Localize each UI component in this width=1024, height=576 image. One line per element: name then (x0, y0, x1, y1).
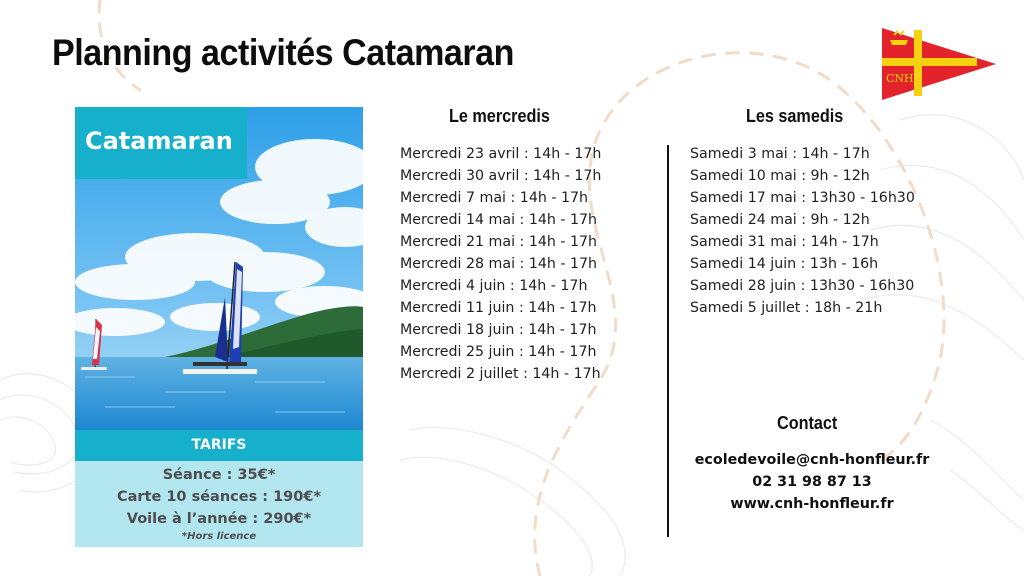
list-item: Samedi 10 mai : 9h - 12h (690, 168, 870, 184)
contact-block (690, 449, 934, 515)
saturdays-title: Les samedis (746, 106, 844, 126)
tarifs-box (75, 461, 363, 547)
list-item: Samedi 3 mai : 14h - 17h (690, 146, 870, 162)
contact-phone[interactable]: 02 31 98 87 13 (752, 474, 872, 490)
list-item: Samedi 17 mai : 13h30 - 16h30 (690, 190, 915, 206)
saturdays-list (690, 143, 915, 319)
list-item: Mercredi 18 juin : 14h - 17h (400, 322, 597, 338)
contact-title: Contact (777, 413, 838, 433)
catamaran-card (75, 107, 363, 547)
list-item: Mercredi 25 juin : 14h - 17h (400, 344, 597, 360)
wednesdays-title: Le mercredis (449, 106, 550, 126)
list-item: Mercredi 28 mai : 14h - 17h (400, 256, 598, 272)
contact-website[interactable]: www.cnh-honfleur.fr (730, 496, 894, 512)
list-item: Mercredi 4 juin : 14h - 17h (400, 278, 588, 294)
list-item: Mercredi 14 mai : 14h - 17h (400, 212, 598, 228)
tarifs-title: TARIFS (75, 430, 363, 461)
list-item: Samedi 28 juin : 13h30 - 16h30 (690, 278, 915, 294)
logo-text: CNH (886, 72, 914, 85)
price-seance: Séance : 35€* (162, 467, 276, 483)
list-item: Mercredi 7 mai : 14h - 17h (400, 190, 589, 206)
list-item: Mercredi 2 juillet : 14h - 17h (400, 366, 601, 382)
card-label: Catamaran (75, 107, 247, 179)
cnh-logo (880, 26, 998, 102)
price-carte-10: Carte 10 séances : 190€* (116, 489, 322, 505)
list-item: Mercredi 23 avril : 14h - 17h (400, 146, 602, 162)
contact-email[interactable]: ecoledevoile@cnh-honfleur.fr (694, 452, 930, 468)
list-item: Samedi 31 mai : 14h - 17h (690, 234, 879, 250)
wednesdays-list (400, 143, 601, 385)
list-item: Mercredi 11 juin : 14h - 17h (400, 300, 597, 316)
column-divider (667, 145, 669, 537)
list-item: Samedi 14 juin : 13h - 16h (690, 256, 879, 272)
list-item: Samedi 24 mai : 9h - 12h (690, 212, 870, 228)
list-item: Mercredi 30 avril : 14h - 17h (400, 168, 602, 184)
price-annee: Voile à l’année : 290€* (126, 511, 312, 527)
list-item: Mercredi 21 mai : 14h - 17h (400, 234, 598, 250)
list-item: Samedi 5 juillet : 18h - 21h (690, 300, 883, 316)
licence-note: *Hors licence (181, 531, 257, 542)
page-title: Planning activités Catamaran (52, 32, 514, 73)
